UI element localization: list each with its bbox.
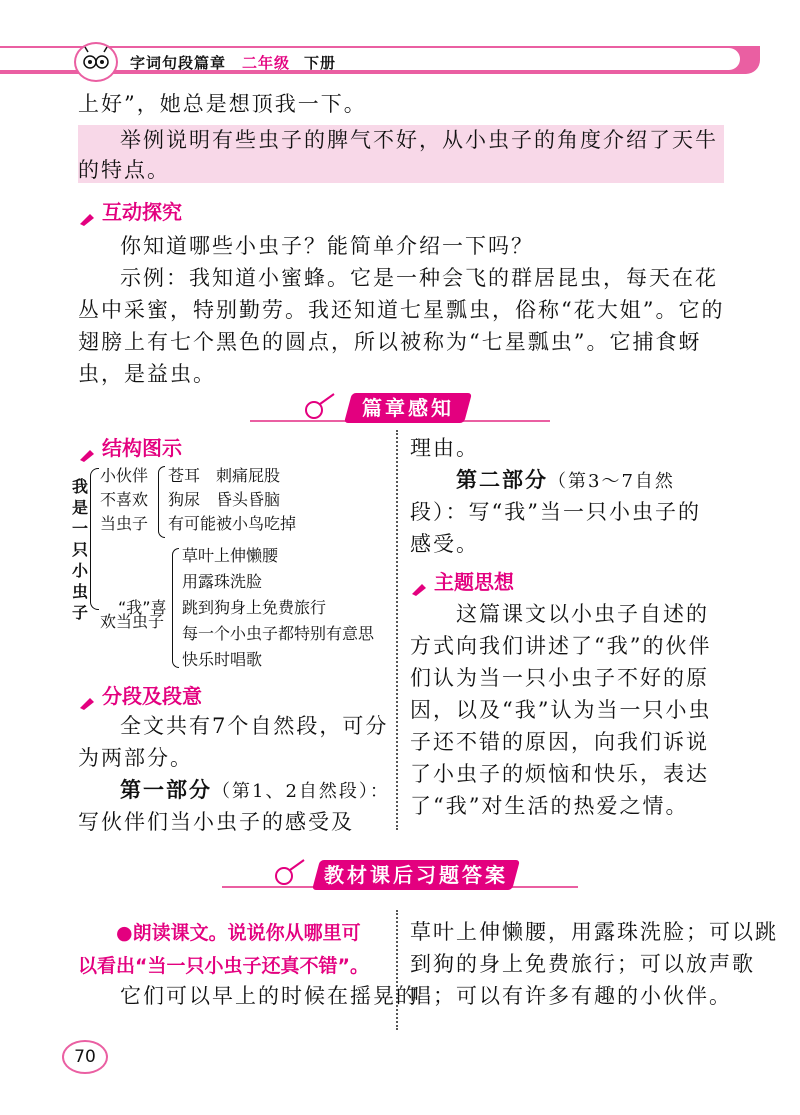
theme-line: 了“我”对生活的热爱之情。 <box>410 794 689 818</box>
example-line: 虫，是益虫。 <box>78 362 216 386</box>
answer-line: 草叶上伸懒腰，用露珠洗脸；可以跳 <box>410 920 778 944</box>
section-title-theme: 主题思想 <box>410 566 514 595</box>
header-title <box>130 52 336 73</box>
pencil-icon <box>78 691 96 705</box>
part2-line3: 感受。 <box>410 532 479 556</box>
theme-line: 方式向我们讲述了“我”的伙伴 <box>410 634 712 658</box>
answer-line: 唱；可以有许多有趣的小伙伴。 <box>410 984 732 1008</box>
page-number: 70 <box>62 1040 108 1074</box>
section-title-interactive: 互动探究 <box>78 196 182 225</box>
paragraph-line: 为两部分。 <box>78 746 193 770</box>
part1-line: 第一部分（第1、2自然段）： <box>120 777 390 802</box>
guitar-icon <box>300 392 340 426</box>
volume-label: 下册 <box>304 54 337 72</box>
theme-line: 子还不错的原因，向我们诉说 <box>410 730 709 754</box>
pencil-icon <box>78 207 96 221</box>
grade-label: 二年级 <box>242 54 291 72</box>
branch-item: 跳到狗身上免费旅行 <box>182 598 327 617</box>
banner-chapter-perception: 篇章感知 <box>344 393 472 423</box>
section-title-structure: 结构图示 <box>78 432 182 461</box>
exercise-question: 以看出“当一只小虫子还真不错”。 <box>78 955 369 977</box>
right-line: 理由。 <box>410 436 479 460</box>
branch-item: 苍耳 刺痛屁股 <box>168 466 281 485</box>
branch-item: 每一个小虫子都特别有意思 <box>182 624 375 643</box>
section-title-paragraphs: 分段及段意 <box>78 680 202 709</box>
theme-line: 这篇课文以小虫子自述的 <box>456 602 709 626</box>
continued-text: 上好”，她总是想顶我一下。 <box>78 92 367 116</box>
paragraph-line: 全文共有7个自然段，可分 <box>120 714 389 738</box>
theme-line: 因，以及“我”认为当一只小虫 <box>410 698 712 722</box>
branch-label: “我”喜 <box>118 598 167 617</box>
example-line: 丛中采蜜，特别勤劳。我还知道七星瓢虫，俗称“花大姐”。它的 <box>78 298 725 322</box>
part2-line: 第二部分（第3～7自然 <box>456 467 675 492</box>
branch-label: 小伙伴 <box>100 466 149 485</box>
answer-line: 它们可以早上的时候在摇晃的 <box>120 984 419 1008</box>
branch-label: 当虫子 <box>100 514 149 533</box>
guitar-icon <box>270 858 310 892</box>
pencil-icon <box>410 577 428 591</box>
pencil-icon <box>78 443 96 457</box>
theme-line: 了小虫子的烦恼和快乐，表达 <box>410 762 709 786</box>
banner-textbook-answers: 教材课后习题答案 <box>312 860 520 890</box>
theme-line: 们认为当一只小虫子不好的原 <box>410 666 709 690</box>
branch-item: 草叶上伸懒腰 <box>182 546 279 565</box>
root-brace <box>90 468 99 610</box>
branch-item: 有可能被小鸟吃掉 <box>168 514 297 533</box>
part2-line2: 段）：写“我”当一只小虫子的 <box>410 500 701 524</box>
question-text: 你知道哪些小虫子？能简单介绍一下吗？ <box>120 234 534 258</box>
branch-item: 狗尿 昏头昏脑 <box>168 490 281 509</box>
part1-line2: 写伙伴们当小虫子的感受及 <box>78 810 354 834</box>
branch-label: 欢当虫子 <box>100 612 165 631</box>
branch-item: 用露珠洗脸 <box>182 572 263 591</box>
branch-brace <box>158 466 165 538</box>
example-line: 翅膀上有七个黑色的圆点，所以被称为“七星瓢虫”。它捕食蚜 <box>78 330 702 354</box>
note-line: 的特点。 <box>78 158 170 182</box>
structure-root: 我是一只小虫子 <box>72 477 89 622</box>
bug-mascot-icon <box>74 42 118 82</box>
answer-line: 到狗的身上免费旅行；可以放声歌 <box>410 952 755 976</box>
branch-brace <box>172 548 179 668</box>
column-divider <box>396 430 398 830</box>
example-line: 示例：我知道小蜜蜂。它是一种会飞的群居昆虫，每天在花 <box>120 266 718 290</box>
branch-label: 不喜欢 <box>100 490 149 509</box>
branch-item: 快乐时唱歌 <box>182 650 263 669</box>
book-title: 字词句段篇章 <box>130 54 227 72</box>
exercise-question: ●朗读课文。说说你从哪里可 <box>116 922 361 944</box>
note-line: 举例说明有些虫子的脾气不好，从小虫子的角度介绍了天牛 <box>120 128 718 152</box>
